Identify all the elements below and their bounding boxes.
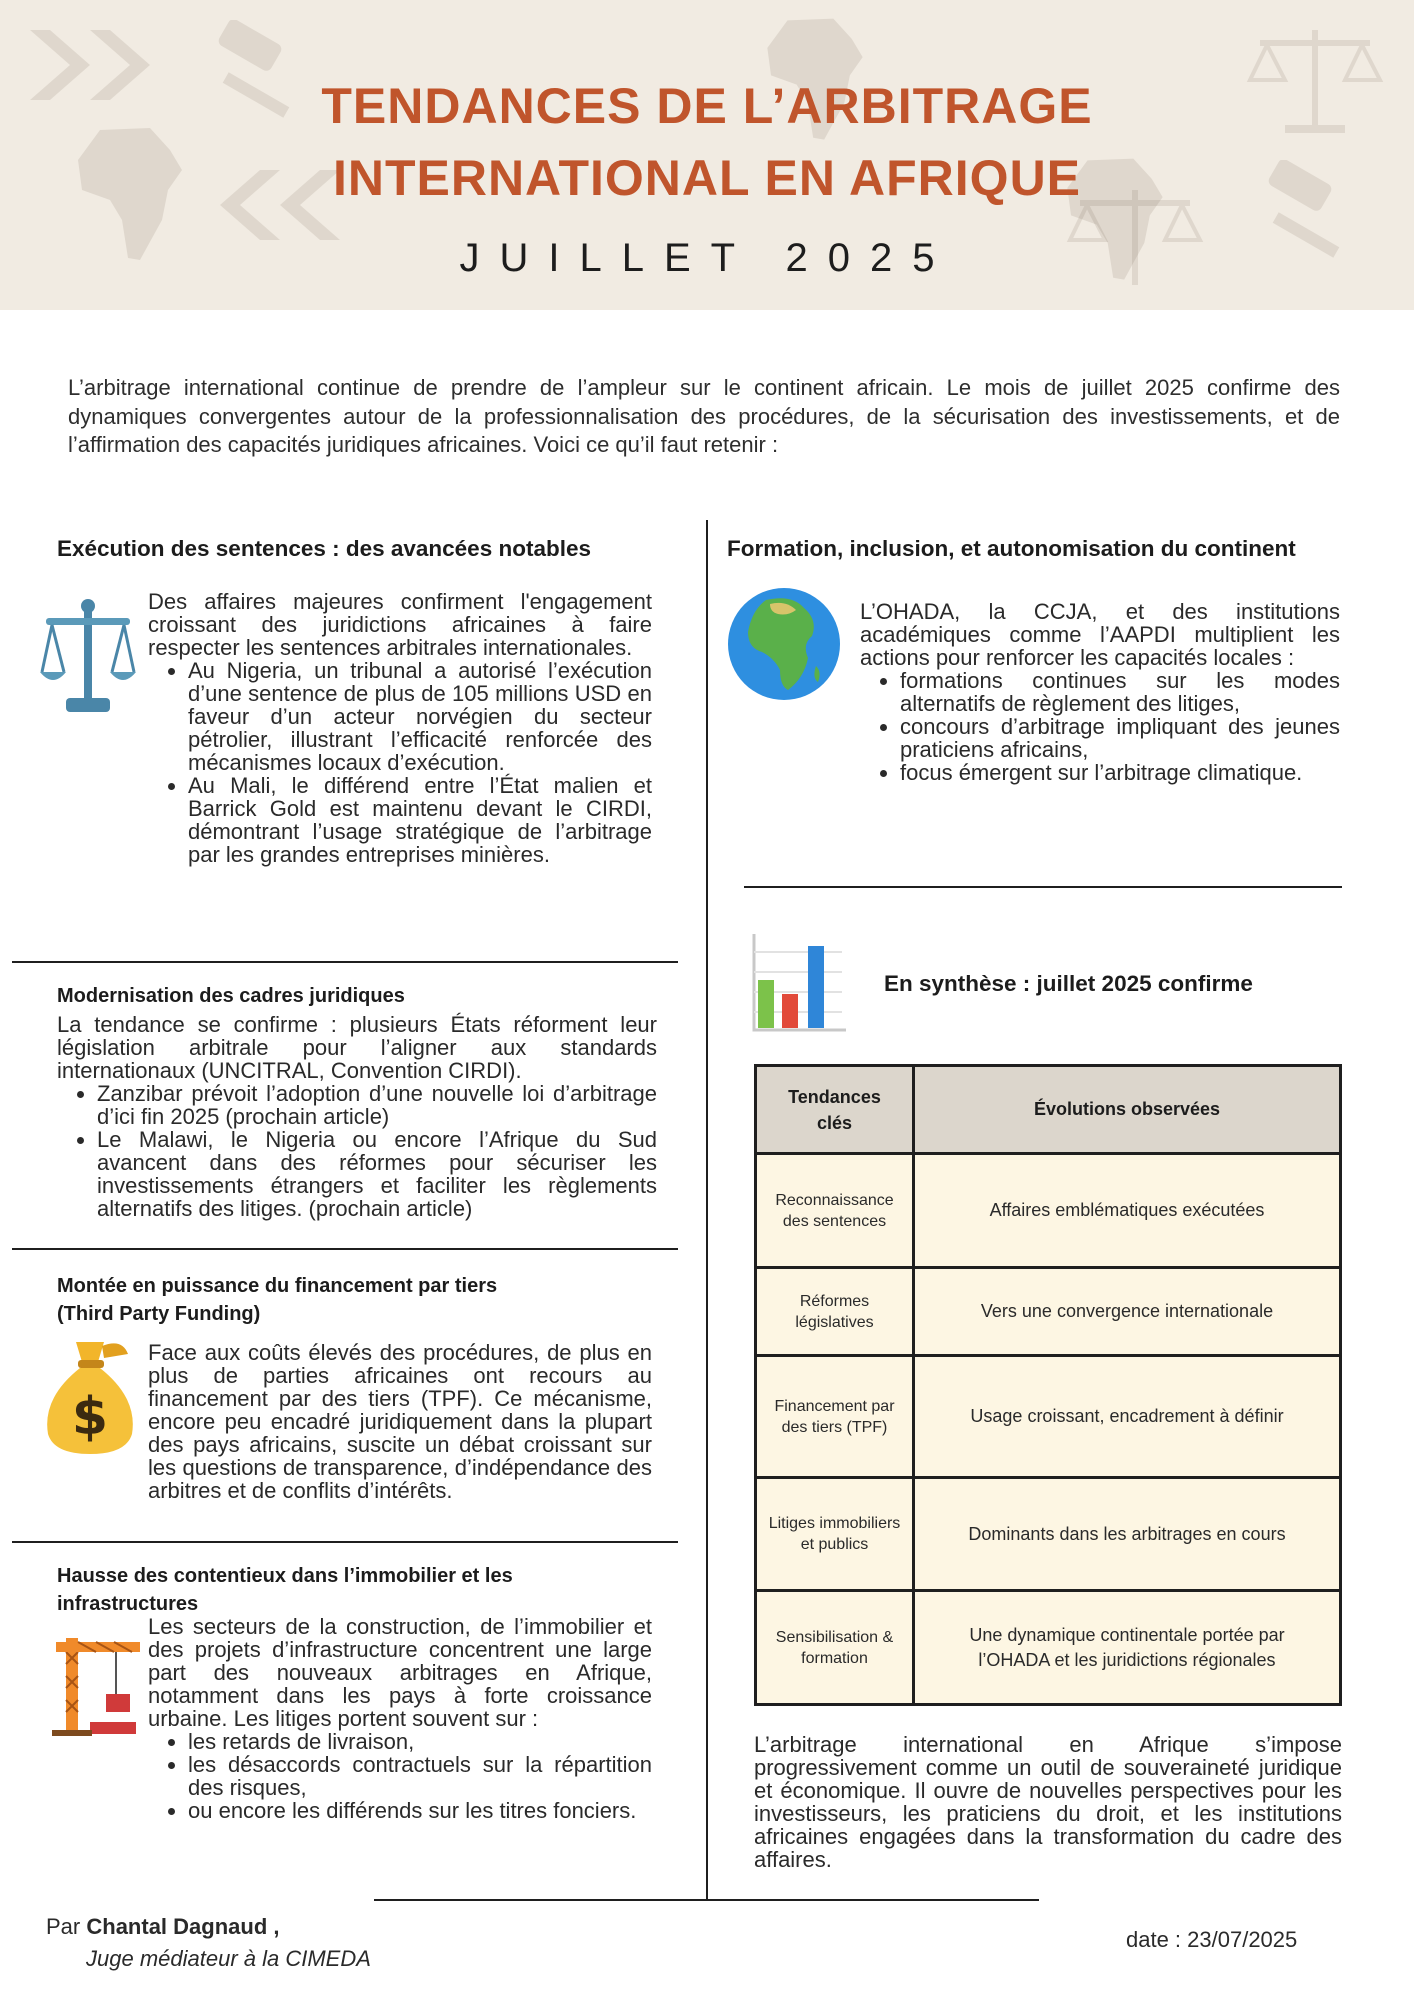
financement-text [148, 1341, 652, 1502]
list-item: • formations continues sur les modes alternatifs de règlement des litiges, [900, 669, 1340, 715]
list-item: • Zanzibar prévoit l’adoption d’une nouvelle loi d’arbitrage d’ici fin 2025 (prochain article) [97, 1082, 657, 1128]
table-row [756, 1356, 1341, 1478]
execution-bullets [148, 659, 652, 866]
money-bag-icon [42, 1338, 138, 1456]
table-cell-value: Dominants dans les arbitrages en cours [914, 1477, 1341, 1591]
section-divider [12, 1248, 678, 1250]
formation-text [860, 600, 1340, 784]
table-header-cell: Tendances clés [756, 1066, 914, 1154]
author-line [46, 1914, 280, 1940]
section-title-line: Montée en puissance du financement par tiers [57, 1275, 498, 1297]
author-role: Juge médiateur à la CIMEDA [86, 1946, 371, 1971]
formation-bullets [860, 669, 1340, 784]
section-title-line: infrastructures [57, 1593, 199, 1615]
table-cell-value: Affaires emblématiques exécutées [914, 1154, 1341, 1268]
table-cell-value: Vers une convergence internationale [914, 1267, 1341, 1355]
svg-text:$: $ [71, 1387, 109, 1447]
table-cell-value: Une dynamique continentale portée par l’OHADA et les juridictions régionales [914, 1591, 1341, 1705]
section-title-immobilier [57, 1562, 513, 1618]
page-title-line2: INTERNATIONAL EN AFRIQUE [332, 150, 1082, 206]
execution-text [148, 590, 652, 866]
footer-divider [374, 1899, 1039, 1901]
table-cell-key: Réformes législatives [756, 1267, 914, 1355]
publication-date: date : 23/07/2025 [1126, 1927, 1298, 1952]
section-divider [744, 886, 1342, 888]
crane-icon [52, 1632, 140, 1736]
section-title-financement [57, 1272, 497, 1328]
immobilier-text [148, 1615, 652, 1822]
list-item: • les désaccords contractuels sur la répartition des risques, [188, 1753, 652, 1799]
table-row [756, 1154, 1341, 1268]
section-title-modernisation: Modernisation des cadres juridiques [57, 985, 405, 1007]
modernisation-text [57, 1013, 657, 1220]
table-cell-key: Financement par des tiers (TPF) [756, 1356, 914, 1478]
financement-paragraph: Face aux coûts élevés des procédures, de plus en plus de parties africaines ont recours au financement par des tiers (TPF). Ce mécanisme, encore peu encadré juridiquement dans la plupart des pays africains, suscite un débat croissant sur les questions de transparence, d’indépendance des arbitres et de conflits d’intérêts. [148, 1340, 652, 1503]
table-cell-key: Litiges immobiliers et publics [756, 1477, 914, 1591]
intro-paragraph: L’arbitrage international continue de prendre de l’ampleur sur le continent africain. Le mois de juillet 2025 confirme des dynamiques convergentes autour de la professionnalisation des procédures, de la sécurisation des investissements, et de l’affirmation des capacités juridiques africaines. Voici ce qu’il faut retenir : [68, 375, 1340, 457]
section-title-execution: Exécution des sentences : des avancées notables [57, 536, 591, 561]
section-title-line: (Third Party Funding) [57, 1303, 261, 1325]
column-divider [706, 520, 708, 1900]
synthesis-title: En synthèse : juillet 2025 confirme [884, 971, 1253, 996]
section-title-line: Hausse des contentieux dans l’immobilier et les [57, 1565, 513, 1587]
author-prefix: Par [46, 1914, 81, 1939]
list-item: • ou encore les différends sur les titres fonciers. [188, 1799, 652, 1822]
section-divider [12, 1541, 678, 1543]
table-header-row [756, 1066, 1341, 1154]
section-title-formation: Formation, inclusion, et autonomisation du continent [727, 536, 1296, 561]
modernisation-bullets [57, 1082, 657, 1220]
formation-paragraph: L’OHADA, la CCJA, et des institutions académiques comme l’AAPDI multiplient les actions pour renforcer les capacités locales : [860, 599, 1340, 670]
modernisation-paragraph: La tendance se confirme : plusieurs États réforment leur législation arbitrale pour l’aligner aux standards internationaux (UNCITRAL, Convention CIRDI). [57, 1012, 657, 1083]
list-item: • Le Malawi, le Nigeria ou encore l’Afrique du Sud avancent dans des réformes pour sécuriser les investissements étrangers et faciliter les règlements alternatifs des litiges. (prochain article) [97, 1128, 657, 1220]
table-cell-value: Usage croissant, encadrement à définir [914, 1356, 1341, 1478]
list-item: • Au Mali, le différend entre l’État malien et Barrick Gold est maintenu devant le CIRDI, démontrant l’usage stratégique de l’arbitrage par les grandes entreprises minières. [188, 774, 652, 866]
table-row [756, 1267, 1341, 1355]
conclusion-paragraph: L’arbitrage international en Afrique s’impose progressivement comme un outil de souveraineté juridique et économique. Il ouvre de nouvelles perspectives pour les investisseurs, les praticiens du droit, et les institutions africaines engagées dans la transformation du cadre des affaires. [754, 1732, 1342, 1872]
synthesis-table [754, 1064, 1342, 1706]
table-cell-key: Sensibilisation & formation [756, 1591, 914, 1705]
section-divider [12, 961, 678, 963]
table-row [756, 1591, 1341, 1705]
table-header-cell: Évolutions observées [914, 1066, 1341, 1154]
list-item: • les retards de livraison, [188, 1730, 652, 1753]
page-subtitle: JUILLET 2025 [459, 236, 955, 280]
immobilier-paragraph: Les secteurs de la construction, de l’immobilier et des projets d’infrastructure concentrent une large part des nouveaux arbitrages en Afrique, notamment dans les pays à forte croissance urbaine. Les litiges portent souvent sur : [148, 1614, 652, 1731]
bar-chart-icon [752, 932, 848, 1032]
table-cell-key: Reconnaissance des sentences [756, 1154, 914, 1268]
globe-icon [726, 586, 842, 702]
page-title [0, 70, 1414, 214]
list-item: • Au Nigeria, un tribunal a autorisé l’exécution d’une sentence de plus de 105 millions USD en faveur d’un acteur norvégien du secteur pétrolier, illustrant l’efficacité renforcée des mécanismes locaux d’exécution. [188, 659, 652, 774]
list-item: • focus émergent sur l’arbitrage climatique. [900, 761, 1340, 784]
page-title-line1: TENDANCES DE L’ARBITRAGE [321, 78, 1093, 134]
immobilier-bullets [148, 1730, 652, 1822]
execution-paragraph: Des affaires majeures confirment l'engagement croissant des juridictions africaines à faire respecter les sentences arbitrales internationales. [148, 589, 652, 660]
scales-icon [40, 596, 136, 716]
author-name: Chantal Dagnaud , [86, 1914, 280, 1939]
table-row [756, 1477, 1341, 1591]
list-item: • concours d’arbitrage impliquant des jeunes praticiens africains, [900, 715, 1340, 761]
